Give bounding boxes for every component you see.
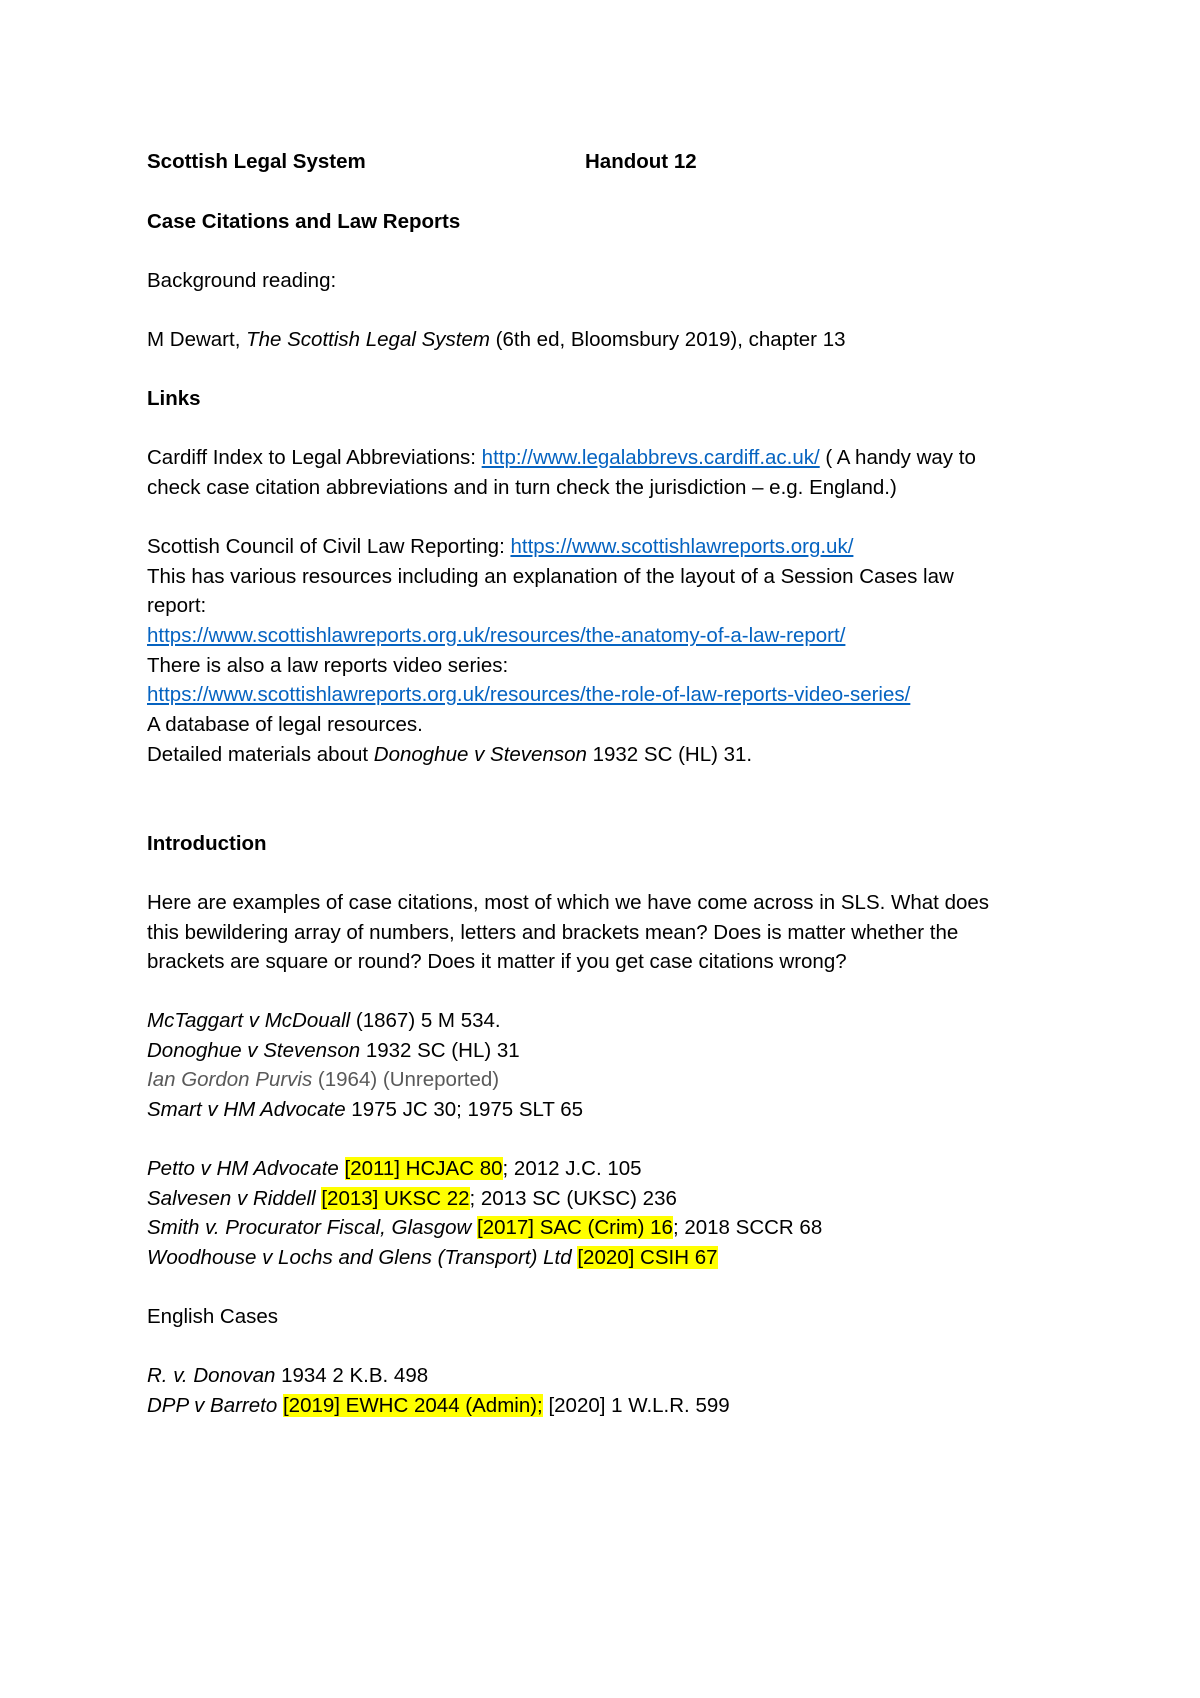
course-title: Scottish Legal System (147, 150, 366, 173)
case-reference: (1867) 5 M 534. (350, 1009, 501, 1032)
case-name: Ian Gordon Purvis (147, 1068, 313, 1091)
donoghue-case-name: Donoghue v Stevenson (373, 743, 587, 766)
reference-author: M Dewart, (147, 328, 247, 351)
case-reference: (1964) (Unreported) (312, 1068, 500, 1091)
case-citation (147, 1036, 520, 1066)
document-subtitle: Case Citations and Law Reports (147, 210, 461, 233)
neutral-citation-highlight: [2019] EWHC 2044 (Admin); (282, 1394, 543, 1417)
case-citation (147, 1154, 642, 1184)
cardiff-line (147, 443, 976, 473)
sccl-description-2: report: (147, 594, 207, 617)
case-citation (147, 1213, 822, 1243)
case-name: Donoghue v Stevenson (147, 1039, 361, 1062)
case-citation (147, 1006, 501, 1036)
case-reference: 1932 SC (HL) 31 (360, 1039, 520, 1062)
video-series-link[interactable]: https://www.scottishlawreports.org.uk/resources/the-role-of-law-reports-video-series/ (147, 683, 911, 706)
case-reference: 1934 2 K.B. 498 (275, 1364, 429, 1387)
sccl-description-1: This has various resources including an explanation of the layout of a Session Cases law (147, 565, 954, 588)
donoghue-pre: Detailed materials about (147, 743, 374, 766)
cardiff-link[interactable]: http://www.legalabbrevs.cardiff.ac.uk/ (481, 446, 820, 469)
cardiff-label: Cardiff Index to Legal Abbreviations: (147, 446, 482, 469)
sccl-link[interactable]: https://www.scottishlawreports.org.uk/ (510, 535, 854, 558)
cardiff-note-end: check case citation abbreviations and in turn check the jurisdiction – e.g. England.) (147, 476, 897, 499)
case-spacer (339, 1157, 345, 1180)
case-name: Salvesen v Riddell (147, 1187, 316, 1210)
case-reference: ; 2012 J.C. 105 (502, 1157, 642, 1180)
case-name: Petto v HM Advocate (147, 1157, 339, 1180)
donoghue-citation: 1932 SC (HL) 31. (586, 743, 753, 766)
case-name: DPP v Barreto (147, 1394, 278, 1417)
database-text: A database of legal resources. (147, 713, 423, 736)
case-reference: ; 2013 SC (UKSC) 236 (469, 1187, 677, 1210)
case-reference: [2020] 1 W.L.R. 599 (542, 1394, 730, 1417)
case-name: Smart v HM Advocate (147, 1098, 346, 1121)
neutral-citation-highlight: [2017] SAC (Crim) 16 (477, 1216, 673, 1239)
case-reference: ; 2018 SCCR 68 (672, 1216, 823, 1239)
handout-number: Handout 12 (585, 150, 697, 173)
sccl-label: Scottish Council of Civil Law Reporting: (147, 535, 511, 558)
case-citation (147, 1184, 677, 1214)
links-heading: Links (147, 387, 201, 410)
case-citation (147, 1095, 583, 1125)
case-name: Woodhouse v Lochs and Glens (Transport) Ltd (147, 1246, 572, 1269)
case-name: R. v. Donovan (147, 1364, 276, 1387)
case-name: Smith v. Procurator Fiscal, Glasgow (147, 1216, 472, 1239)
case-citation (147, 1065, 499, 1095)
neutral-citation-highlight: [2020] CSIH 67 (577, 1246, 718, 1269)
reference-details: (6th ed, Bloomsbury 2019), chapter 13 (489, 328, 846, 351)
case-citation (147, 1391, 730, 1421)
case-citation (147, 1243, 718, 1273)
english-cases-heading: English Cases (147, 1305, 279, 1328)
intro-paragraph-line-1: Here are examples of case citations, most of which we have come across in SLS. What does (147, 891, 990, 914)
video-series-text: There is also a law reports video series: (147, 654, 509, 677)
intro-paragraph-line-2: this bewildering array of numbers, letters and brackets mean? Does is matter whether the (147, 921, 959, 944)
introduction-heading: Introduction (147, 832, 267, 855)
background-heading: Background reading: (147, 269, 337, 292)
neutral-citation-highlight: [2011] HCJAC 80 (344, 1157, 503, 1180)
case-citation (147, 1361, 428, 1391)
donoghue-materials (147, 740, 752, 770)
neutral-citation-highlight: [2013] UKSC 22 (321, 1187, 470, 1210)
case-reference: 1975 JC 30; 1975 SLT 65 (345, 1098, 584, 1121)
anatomy-line (147, 621, 845, 651)
background-reference (147, 325, 846, 355)
intro-paragraph-line-3: brackets are square or round? Does it matter if you get case citations wrong? (147, 950, 847, 973)
reference-book-title: The Scottish Legal System (246, 328, 490, 351)
video-line (147, 680, 910, 710)
cardiff-note-start: ( A handy way to (819, 446, 976, 469)
case-name: McTaggart v McDouall (147, 1009, 351, 1032)
sccl-line (147, 532, 853, 562)
anatomy-link[interactable]: https://www.scottishlawreports.org.uk/resources/the-anatomy-of-a-law-report/ (147, 624, 846, 647)
